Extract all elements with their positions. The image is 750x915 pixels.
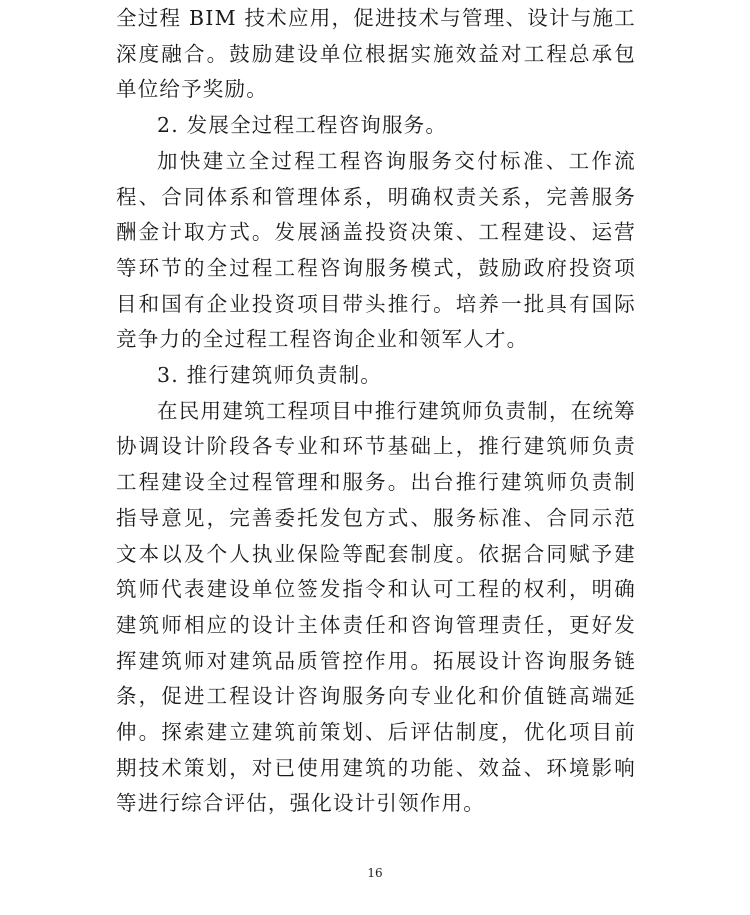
page-number: 16 (367, 866, 383, 880)
paragraph-architect-responsibility: 在民用建筑工程项目中推行建筑师负责制，在统筹协调设计阶段各专业和环节基础上，推行建筑师负责工程建设全过程管理和服务。出台推行建筑师负责制指导意见，完善委托发包方式、服务标准、合同示范文本以及个人执业保险等配套制度。依据合同赋予建筑师代表建设单位签发指令和认可工程的权利，明确建筑师相应的设计主体责任和咨询管理责任，更好发挥建筑师对建筑品质管控作用。拓展设计咨询服务链条，促进工程设计咨询服务向专业化和价值链高端延伸。探索建立建筑前策划、后评估制度，优化项目前期技术策划，对已使用建筑的功能、效益、环境影响等进行综合评估，强化设计引领作用。 (116, 398, 636, 816)
section-heading-2: 2. 发展全过程工程咨询服务。 (157, 113, 448, 138)
paragraph-consulting-services: 加快建立全过程工程咨询服务交付标准、工作流程、合同体系和管理体系，明确权责关系，完善服务酬金计取方式。发展涵盖投资决策、工程建设、运营等环节的全过程工程咨询服务模式，鼓励政府投资项目和国有企业投资项目带头推行。培养一批具有国际竞争力的全过程工程咨询企业和领军人才。 (116, 148, 636, 352)
section-heading-3: 3. 推行建筑师负责制。 (157, 363, 382, 388)
paragraph-continuation: 全过程 BIM 技术应用，促进技术与管理、设计与施工深度融合。鼓励建设单位根据实施效益对工程总承包单位给予奖励。 (116, 6, 636, 102)
document-body (116, 0, 636, 822)
